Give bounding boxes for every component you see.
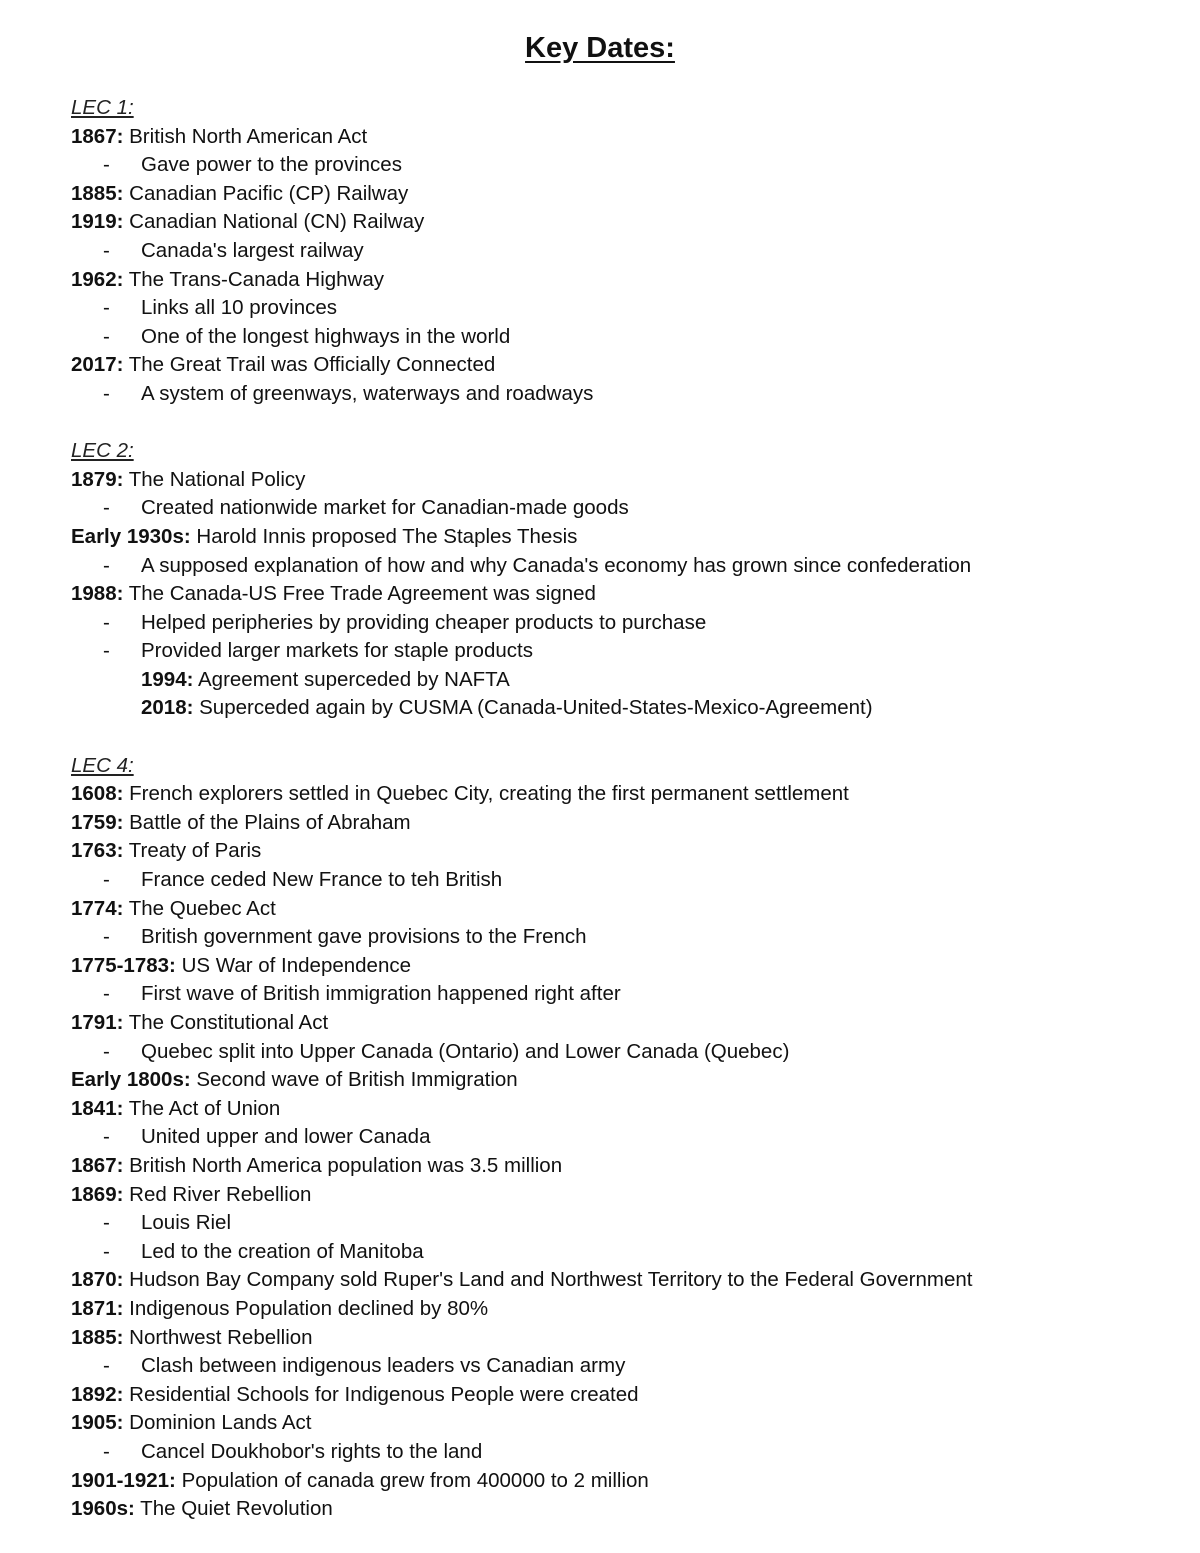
sub-date-entry [71, 666, 1171, 695]
note-item [71, 294, 1171, 323]
entry-date: 1892: [71, 1382, 124, 1406]
note-text: Links all 10 provinces [141, 296, 337, 320]
entry-date: 1919: [71, 210, 124, 234]
dash-marker: - [103, 296, 110, 320]
entry-text: Canadian Pacific (CP) Railway [123, 181, 409, 205]
section-heading: LEC 4: [71, 753, 134, 777]
note-item [71, 323, 1171, 352]
entry-text: Harold Innis proposed The Staples Thesis [190, 524, 578, 548]
entry-text: British North American Act [123, 124, 368, 148]
entry-date: 1867: [71, 1153, 124, 1177]
date-entry [71, 837, 1171, 866]
entry-date: 1871: [71, 1296, 124, 1320]
dash-marker: - [103, 1211, 110, 1235]
dash-marker: - [103, 496, 110, 520]
note-text: Quebec split into Upper Canada (Ontario) and Lower Canada (Quebec) [141, 1039, 790, 1063]
entry-text: Second wave of British Immigration [190, 1068, 518, 1092]
date-entry [71, 1152, 1171, 1181]
note-item [71, 552, 1171, 581]
date-entry [71, 1295, 1171, 1324]
note-text: Gave power to the provinces [141, 153, 402, 177]
dash-marker: - [103, 982, 110, 1006]
entry-text: Canadian National (CN) Railway [123, 210, 425, 234]
dash-marker: - [103, 1239, 110, 1263]
date-entry [71, 952, 1171, 981]
date-entry [71, 809, 1171, 838]
entry-text: Dominion Lands Act [123, 1411, 312, 1435]
date-entry [71, 1009, 1171, 1038]
date-entry [71, 1495, 1171, 1524]
note-text: One of the longest highways in the world [141, 324, 511, 348]
date-entry [71, 1181, 1171, 1210]
entry-date: 1994: [141, 667, 194, 691]
note-text: A supposed explanation of how and why Canada's economy has grown since confederation [141, 553, 972, 577]
section-heading-line [71, 437, 1171, 466]
dash-marker: - [103, 1125, 110, 1149]
dash-marker: - [103, 324, 110, 348]
date-entry [71, 208, 1171, 237]
dash-marker: - [103, 639, 110, 663]
note-item [71, 1238, 1171, 1267]
note-text: Canada's largest railway [141, 238, 364, 262]
note-item [71, 609, 1171, 638]
entry-text: The Trans-Canada Highway [123, 267, 385, 291]
lecture-section [71, 437, 1171, 723]
entry-text: Hudson Bay Company sold Ruper's Land and Northwest Territory to the Federal Government [123, 1268, 973, 1292]
entry-date: 1870: [71, 1268, 124, 1292]
entry-text: The National Policy [123, 467, 306, 491]
date-entry [71, 1095, 1171, 1124]
note-item [71, 494, 1171, 523]
date-entry [71, 1324, 1171, 1353]
entry-date: Early 1800s: [71, 1068, 191, 1092]
note-text: France ceded New France to teh British [141, 868, 503, 892]
entry-date: 1869: [71, 1182, 124, 1206]
dash-marker: - [103, 1354, 110, 1378]
note-text: Cancel Doukhobor's rights to the land [141, 1439, 483, 1463]
entry-date: 1885: [71, 1325, 124, 1349]
note-item [71, 380, 1171, 409]
note-text: Clash between indigenous leaders vs Canadian army [141, 1354, 626, 1378]
date-entry [71, 180, 1171, 209]
entry-date: 1759: [71, 810, 124, 834]
entry-text: French explorers settled in Quebec City, creating the first permanent settlement [123, 782, 849, 806]
note-item [71, 637, 1171, 666]
entry-date: Early 1930s: [71, 524, 191, 548]
entry-text: Indigenous Population declined by 80% [123, 1296, 489, 1320]
note-text: A system of greenways, waterways and roadways [141, 381, 594, 405]
date-entry [71, 523, 1171, 552]
entry-date: 2017: [71, 353, 124, 377]
entry-date: 1867: [71, 124, 124, 148]
entry-text: British North America population was 3.5 million [123, 1153, 563, 1177]
entry-text: US War of Independence [175, 953, 412, 977]
entry-date: 1774: [71, 896, 124, 920]
entry-text: The Canada-US Free Trade Agreement was signed [123, 582, 596, 606]
date-entry [71, 895, 1171, 924]
dash-marker: - [103, 153, 110, 177]
entry-text: The Great Trail was Officially Connected [123, 353, 496, 377]
entry-date: 1960s: [71, 1497, 135, 1521]
lecture-section [71, 752, 1171, 1524]
date-entry [71, 580, 1171, 609]
entry-text: Superceded again by CUSMA (Canada-United-States-Mexico-Agreement) [193, 696, 873, 720]
note-text: United upper and lower Canada [141, 1125, 431, 1149]
entry-text: Northwest Rebellion [123, 1325, 313, 1349]
entry-text: Battle of the Plains of Abraham [123, 810, 411, 834]
date-entry [71, 1409, 1171, 1438]
lecture-section [71, 94, 1171, 409]
dash-marker: - [103, 1439, 110, 1463]
note-item [71, 1123, 1171, 1152]
note-item [71, 980, 1171, 1009]
section-heading-line [71, 752, 1171, 781]
entry-text: The Act of Union [123, 1096, 281, 1120]
dash-marker: - [103, 610, 110, 634]
entry-text: Population of canada grew from 400000 to 2 million [175, 1468, 649, 1492]
dash-marker: - [103, 1039, 110, 1063]
date-entry [71, 466, 1171, 495]
note-item [71, 923, 1171, 952]
date-entry [71, 780, 1171, 809]
dash-marker: - [103, 553, 110, 577]
entry-text: The Constitutional Act [123, 1011, 329, 1034]
entry-text: Treaty of Paris [123, 839, 262, 863]
entry-date: 1988: [71, 582, 124, 606]
section-heading: LEC 1: [71, 96, 134, 119]
note-text: Louis Riel [141, 1211, 232, 1235]
entry-date: 1763: [71, 839, 124, 863]
dash-marker: - [103, 381, 110, 405]
note-text: Created nationwide market for Canadian-made goods [141, 496, 629, 520]
entry-text: Red River Rebellion [123, 1182, 312, 1206]
entry-date: 1885: [71, 181, 124, 205]
dash-marker: - [103, 925, 110, 949]
entry-text: The Quiet Revolution [134, 1497, 333, 1521]
section-heading: LEC 2: [71, 439, 134, 463]
date-entry [71, 266, 1171, 295]
section-heading-line [71, 94, 1171, 123]
note-text: British government gave provisions to the French [141, 925, 587, 949]
entry-date: 1775-1783: [71, 953, 176, 977]
note-text: Helped peripheries by providing cheaper products to purchase [141, 610, 707, 634]
entry-date: 1901-1921: [71, 1468, 176, 1492]
entry-text: Agreement superceded by NAFTA [193, 667, 510, 691]
note-item [71, 1209, 1171, 1238]
note-item [71, 1438, 1171, 1467]
entry-date: 2018: [141, 696, 194, 720]
date-entry [71, 1381, 1171, 1410]
sub-date-entry [71, 694, 1171, 723]
entry-date: 1962: [71, 267, 124, 291]
entry-date: 1879: [71, 467, 124, 491]
entry-date: 1841: [71, 1096, 124, 1120]
date-entry [71, 1467, 1171, 1496]
date-entry [71, 1266, 1171, 1295]
note-text: Led to the creation of Manitoba [141, 1239, 424, 1263]
entry-text: Residential Schools for Indigenous People were created [123, 1382, 639, 1406]
dash-marker: - [103, 868, 110, 892]
note-text: Provided larger markets for staple products [141, 639, 533, 663]
date-entry [71, 1066, 1171, 1095]
note-item [71, 1352, 1171, 1381]
entry-date: 1791: [71, 1011, 124, 1034]
date-entry [71, 123, 1171, 152]
entry-date: 1905: [71, 1411, 124, 1435]
page-title: Key Dates: [525, 32, 675, 64]
note-item [71, 866, 1171, 895]
entry-text: The Quebec Act [123, 896, 276, 920]
note-item [71, 237, 1171, 266]
note-item [71, 1038, 1171, 1067]
entry-date: 1608: [71, 782, 124, 806]
note-text: First wave of British immigration happened right after [141, 982, 621, 1006]
note-item [71, 151, 1171, 180]
key-dates-list [71, 94, 1171, 1552]
dash-marker: - [103, 238, 110, 262]
date-entry [71, 351, 1171, 380]
